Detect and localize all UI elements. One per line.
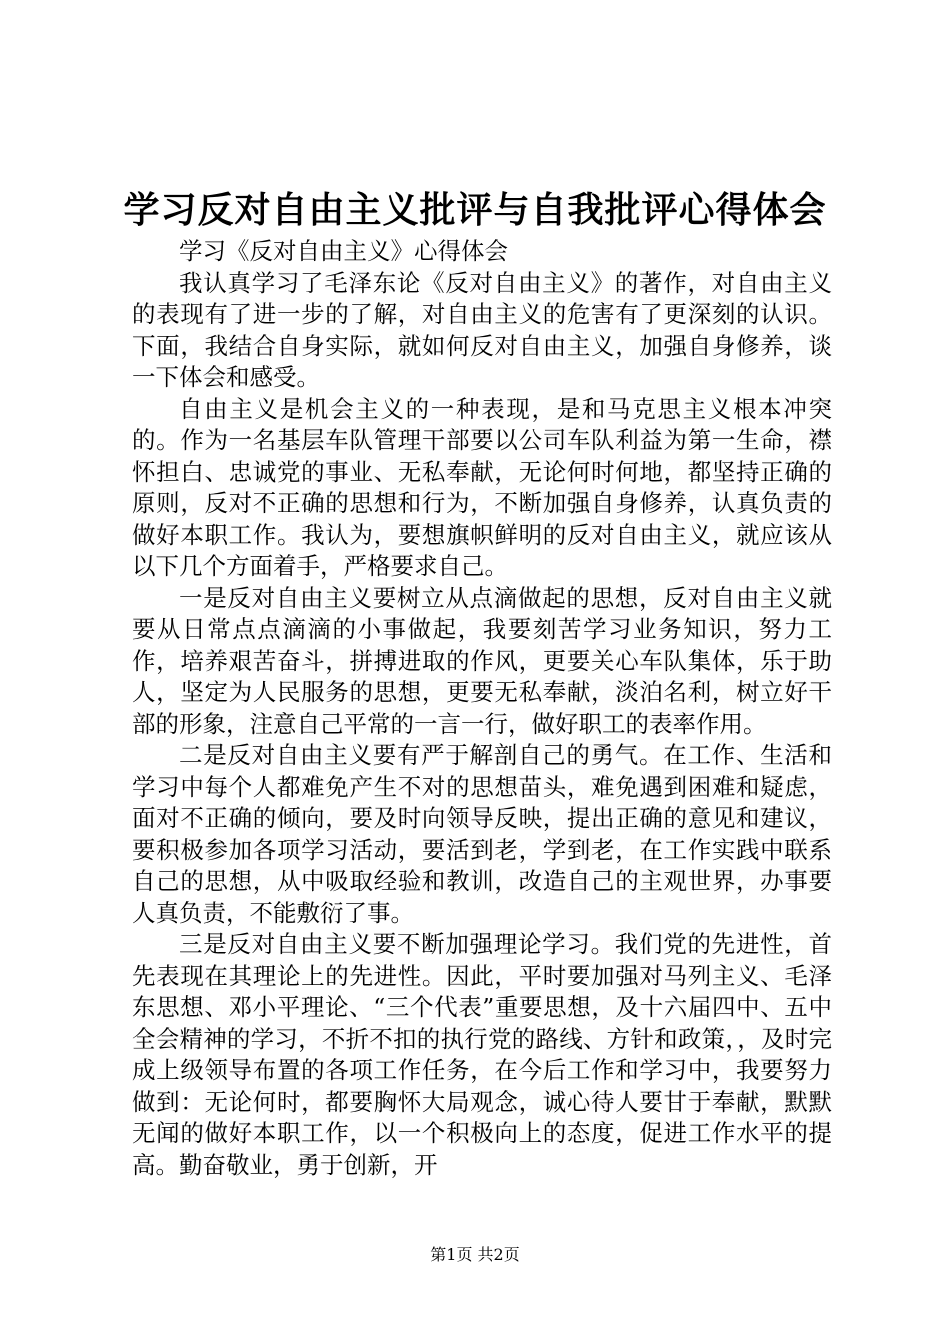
paragraph-point-two: 二是反对自由主义要有严于解剖自己的勇气。在工作、生活和学习中每个人都难免产生不对的思想苗头，难免遇到困难和疑虑，面对不正确的倾向，要及时向领导反映，提出正确的意见和建议，要积极参加各项学习活动，要活到老，学到老，在工作实践中联系自己的思想，从中吸取经验和教训，改造自己的主观世界，办事要人真负责，不能敷衍了事。 [132,741,832,927]
paragraph-intro: 我认真学习了毛泽东论《反对自由主义》的著作，对自由主义的表现有了进一步的了解，对自由主义的危害有了更深刻的认识。下面，我结合自身实际，就如何反对自由主义，加强自身修养，谈一下体会和感受。 [132,268,832,391]
paragraph-point-three: 三是反对自由主义要不断加强理论学习。我们党的先进性，首先表现在其理论上的先进性。因此，平时要加强对马列主义、毛泽东思想、邓小平理论、“三个代表”重要思想，及十六届四中、五中全会精神的学习，不折不扣的执行党的路线、方针和政策，，及时完成上级领导布置的各项工作任务，在今后工作和学习中，我要努力做到：无论何时，都要胸怀大局观念，诚心待人要甘于奉献，默默无闻的做好本职工作，以一个积极向上的态度，促进工作水平的提高。勤奋敬业，勇于创新，开 [132,930,832,1179]
page-number-footer: 第1页 共2页 [430,1245,520,1264]
paragraph-point-one: 一是反对自由主义要树立从点滴做起的思想，反对自由主义就要从日常点点滴滴的小事做起，我要刻苦学习业务知识，努力工作，培养艰苦奋斗，拼搏进取的作风，更要关心车队集体，乐于助人，坚定为人民服务的思想，更要无私奉献，淡泊名利，树立好干部的形象，注意自己平常的一言一行，做好职工的表率作用。 [132,583,832,738]
document-subtitle: 学习《反对自由主义》心得体会 [179,237,508,265]
document-body [132,236,832,1181]
paragraph-liberalism-definition: 自由主义是机会主义的一种表现，是和马克思主义根本冲突的。作为一名基层车队管理干部要以公司车队利益为第一生命，襟怀担白、忠诚党的事业、无私奉献，无论何时何地，都坚持正确的原则，反对不正确的思想和行为，不断加强自身修养，认真负责的做好本职工作。我认为，要想旗帜鲜明的反对自由主义，就应该从以下几个方面着手，严格要求自己。 [132,394,832,580]
document-title: 学习反对自由主义批评与自我批评心得体会 [123,189,827,231]
